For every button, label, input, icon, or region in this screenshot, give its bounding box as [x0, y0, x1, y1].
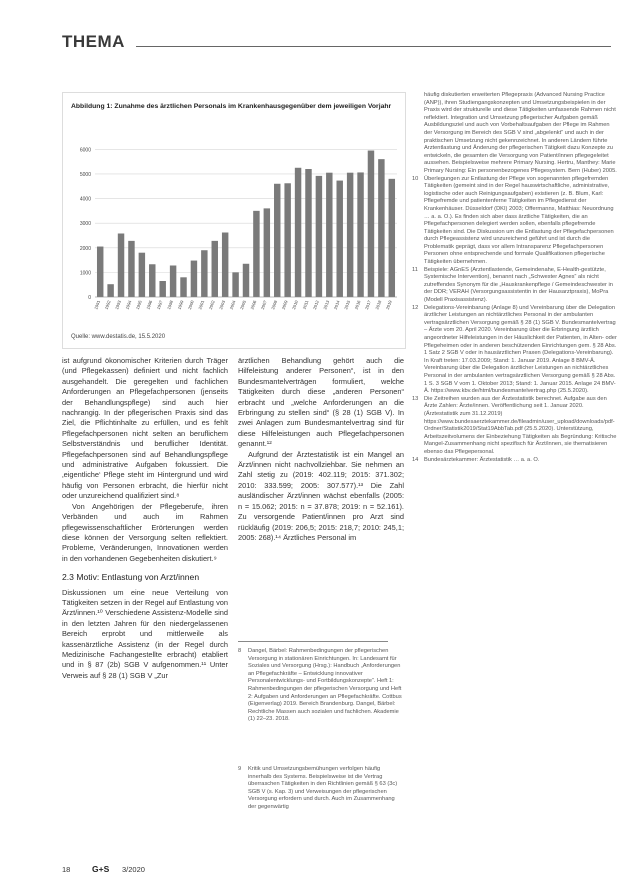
x-tick-label: 1998 — [166, 299, 175, 311]
paragraph: Diskussionen um eine neue Verteilung von Tätigkeiten setzen in der Regel auf Entlastung von Ärzt/innen.¹⁰ Verschiedene Assistenz-Modelle sind in den letzten Jahren für den niedergelassenen Bereich erprobt und mittlerweile als kassenärztliche Assistenz (in der Regel durch Medizinische Fachangestellte erbracht) etabliert und in § 87 (2b) SGB V aufgenommen.¹¹ Unter Verweis auf § 28 (1) SGB V „Zur — [62, 587, 228, 680]
journal-logo: G+S — [92, 864, 110, 874]
y-tick-label: 1000 — [79, 270, 91, 277]
figure-inner — [65, 95, 403, 346]
x-tick-label: 1993 — [114, 299, 122, 311]
x-tick-label: 2013 — [322, 299, 331, 311]
bar-1996 — [149, 264, 155, 297]
footnote-8 — [238, 648, 404, 724]
x-tick-label: 1997 — [155, 299, 164, 311]
footnote-text: Kritik und Umsetzungsbemühungen verfolgen häufig innerhalb des Systems. Beispielsweise ist die Vertrag überraschen Tätigkeiten in den Richtlinien gemäß § 63 (3c) SGB V (s. Kap. 3) und Verweisungen der pflegerischen Versorgung erfordern und durch. Auch im Zusammenhang der gegenwärtig — [248, 766, 398, 810]
footnote-text: Delegations-Vereinbarung (Anlage 8) und Vereinbarung über die Delegation ärztlicher Leistungen an nichtärztliches Personal in der ambulanten vertragsärztlichen Versorgung gemäß § 28 (1) SGB V. Bundesmantelvertrag – Ärzte vom 20. April 2020. Vereinbarung über die Erbringung ärztlich angeordneter Hilfeleistungen in der Häuslichkeit der Patienten, in Alten- oder Pflegeheimen oder in anderen beschützenden Einrichtungen gem. § 28 Abs. 1 Satz 2 SGB V oder in hausärztlichen Praxen (Delegations-Vereinbarung). In Kraft treten: 17.03.2009; Stand: 1. Januar 2019. Anlage 8 BMV-Ä. Vereinbarung über die Delegation ärztlicher Leistungen an nichtärztliches Personal in der ambulanten vertragsärztlichen Versorgung gemäß § 28 Abs. 1 S. 3 SGB V vom 1. Oktober 2013; Stand: 1. Januar 2015. Anlage 24 BMV-Ä. https://www.kbv.de/html/bundesmantelvertrag.php (25.5.2020). — [424, 304, 617, 395]
bar-2002 — [212, 241, 218, 297]
footnote-13 — [412, 396, 618, 457]
bar-2003 — [222, 233, 228, 297]
footnote-text: Dangel, Bärbel: Rahmenbedingungen der pflegerischen Versorgung in stationären Einrichtungen. In: Landesamt für Soziales und Versorgung (Hrsg.): Handbuch „Anforderungen an Pflegefachkräfte – Entwicklung innovativer Personalentwicklungs- und Fortbildungskonzepte“. Heft 1: Rahmenbedingungen der pflegerischen Versorgung und Heft 2: Aufgaben und Anforderungen an Pflegefachkräfte. Cottbus (Eigenverlag) 2019. Bereich Brandenburg. Dangel, Bärbel: Rechtliche Massen auch sozialen und fachlichen. Akademie (1) 22–23. 2018. — [248, 648, 402, 723]
text-column-left — [62, 356, 228, 681]
bar-2015 — [347, 173, 353, 297]
footnote-number: 13 — [412, 395, 419, 402]
x-tick-label: 1994 — [124, 299, 133, 311]
footnote-9 — [238, 766, 404, 812]
bar-2013 — [326, 173, 332, 297]
x-tick-label: 2004 — [228, 299, 237, 311]
bar-2004 — [232, 272, 238, 297]
x-tick-label: 1999 — [176, 299, 185, 311]
footnote-14 — [412, 457, 618, 465]
footnote-text: Überlegungen zur Entlastung der Pflege von sogenannten pflegefremden Tätigkeiten (gemeint sind in der Regel hauswirtschaftliche, administrative, logistische oder auch Reinigungsaufgaben) existieren (z. B. Blum, Karl: Pflegefremde und patientenferne Tätigkeiten im Pflegedienst der Krankenhäuser. Düsseldorf (DKI) 2003; Offermanns, Matthias: Neuordnung … a. a. O.). Es finden sich aber dass ärztliche Tätigkeiten, die an Pflegefachpersonen delegiert werden sollen, ebenfalls pflegefremde Tätigkeiten sind. Die Diskussion um die Entlastung der Pflegefachpersonen durch Pflegeassistenz wird unzureichend geführt und ist durch die Problematik geprägt, dass vor allem Intransparenz Pflegefachpersonen Personen ohne entsprechende und formale Qualifikationen pflegerische Tätigkeiten übernehmen. — [424, 175, 614, 266]
bar-2017 — [368, 151, 374, 297]
footnote-column-right — [412, 92, 618, 464]
footnote-text: häufig diskutierten erweiterten Pflegepraxis (Advanced Nursing Practice (ANP)), ihren Studiengangskonzepten und Umsetzungsbeispielen in der Praxis wird der strukturelle und diese Tätigkeiten umfassende Rahmen nicht reflektiert. Integration und Umsetzung pflegerischer Aufgaben gemäß Ausbildungsziel und auch von Vorbehaltsaufgaben der Pflege im Rahmen der Versorgung im Bereich des SGB V sind „abgelenkt“ und auch in der praktischen Umsetzung nicht gekennzeichnet. In anderen Ländern führte Arztentlastung und Änderung der pflegerischen Tätigkeit dazu Konzepte zu entwickeln, die gesamten die Versorgung von Patient/innen pflegegeleitet aussehen. Beispielsweise mehrere Primary Nursing. Hertru, Manthey: Marie Primary Nursing: Ein personenbezogenes Pflegesystem. Bern (Huber) 2005. — [424, 92, 617, 174]
bar-1994 — [128, 241, 134, 297]
y-tick-label: 0 — [88, 295, 91, 301]
bar-2008 — [274, 184, 280, 297]
x-tick-label: 1995 — [134, 299, 143, 311]
paragraph: Von Angehörigen der Pflegeberufe, ihren Verbänden und auch im Rahmen pflegewissenschaftlicher Erörterungen werden diese können der Versorgung selten reflektiert. Probleme, Veränderungen, Innovationen werden in den vorhandenen Gegebenheiten diskutiert.⁹ — [62, 501, 228, 563]
bar-2011 — [305, 169, 311, 297]
footnote-text: Die Zeitreihen wurden aus der Ärztestatistik berechnet. Aufgabe aus den Ärzte Zahlen: Ärzte/innen. Veröffentlichung seit 1. Januar 2020. (Ärztestatistik zum 31.12.2019) https://www.bundesaerztekammer.de/fileadmin/user_upload/downloads/pdf-Ordner/Statistik2019/Stat19AbbTab.pdf (25.5.2020). Unterstützung, Arbeitszeitvolumens der Einbeziehung Tätigkeiten als Begründung: Kritische Mangel-Zusammenhang nicht spezifisch für Ärzt/innen, sie thematisieren ebenso das Pflegepersonal. — [424, 395, 617, 455]
bar-1992 — [107, 284, 113, 297]
x-tick-label: 2002 — [207, 299, 216, 311]
header-rule — [136, 46, 611, 47]
bar-1998 — [170, 265, 176, 297]
x-tick-label: 2001 — [197, 299, 206, 311]
x-tick-label: 2011 — [301, 299, 310, 310]
bar-2009 — [284, 183, 290, 297]
footnote-number: 8 — [238, 648, 242, 654]
x-tick-label: 2006 — [249, 299, 258, 311]
footnote-12 — [412, 305, 618, 396]
bar-1995 — [139, 253, 145, 297]
x-tick-label: 2014 — [332, 299, 341, 311]
bar-2007 — [264, 208, 270, 297]
figure-source: Quelle: www.destatis.de, 15.5.2020 — [71, 334, 166, 340]
x-tick-label: 1996 — [145, 299, 154, 311]
y-tick-label: 4000 — [79, 196, 91, 203]
x-tick-label: 2015 — [343, 299, 352, 311]
bar-2001 — [201, 250, 207, 297]
footnote-continued — [412, 92, 618, 176]
x-tick-label: 1991 — [93, 299, 102, 311]
bar-chart — [65, 95, 405, 348]
bar-2005 — [243, 264, 249, 297]
footnote-number: 11 — [412, 266, 418, 273]
page-number: 18 — [62, 865, 71, 874]
page-section-title: THEMA — [62, 32, 125, 51]
footnote-text: Bundesärztekammer: Ärztestatistik … a. a. O. — [424, 456, 540, 463]
footnote-11 — [412, 267, 618, 305]
y-tick-label: 5000 — [79, 171, 91, 178]
issue-number: 3/2020 — [122, 865, 145, 874]
footnote-text: Beispiele: AGnES (Arztentlastende, Gemeindenahe, E-Health-gestützte, Systemische Intervention), benannt nach „Schwester Agnes“ als nicht zutreffendes Synonym für die „Hauskrankenpflege / Gemeindeschwester in der DDR; VERAH (Versorgungsassistentin in der Hausarztpraxis), MoPra (Modell Praxisassistenz). — [424, 266, 613, 304]
footnote-number: 12 — [412, 304, 419, 311]
section-heading: 2.3 Motiv: Entlastung von Arzt/innen — [62, 572, 200, 583]
footnote-10 — [412, 176, 618, 267]
y-tick-label: 6000 — [79, 147, 91, 154]
x-tick-label: 2018 — [374, 299, 383, 311]
x-tick-label: 2019 — [384, 299, 393, 311]
x-tick-label: 2012 — [311, 299, 320, 311]
x-tick-label: 2008 — [270, 299, 279, 311]
bar-1991 — [97, 247, 103, 297]
bar-2018 — [378, 159, 384, 297]
x-tick-label: 2000 — [186, 299, 195, 311]
footnote-number: 10 — [412, 175, 419, 182]
bar-1997 — [159, 281, 165, 297]
y-tick-label: 2000 — [79, 245, 91, 252]
bar-2010 — [295, 168, 301, 297]
x-tick-label: 1992 — [103, 299, 112, 311]
x-tick-label: 2003 — [218, 299, 227, 311]
figure-box — [62, 92, 406, 349]
bar-1999 — [180, 277, 186, 297]
paragraph: ärztlichen Behandlung gehört auch die Hilfeleistung anderer Personen“, ist in den Bundesmantelverträgen formuliert, welche Tätigkeiten durch diese „anderen Personen“ erbracht und „welche Anforderungen an die Erbringung zu stellen sind“ (§ 28 (1) SGB V). In zwei Anlagen zum Bundesmantelvertrag sind für diese Hilfeleistungen auch Pflegefachpersonen genannt.¹² — [238, 356, 404, 449]
x-tick-label: 2017 — [364, 299, 372, 311]
bar-2006 — [253, 211, 259, 297]
paragraph: Aufgrund der Ärztestatistik ist ein Mangel an Ärzt/innen nicht nachvollziehbar. Sie nehmen an Zahl stetig zu (2019: 402.119; 2015: 371.302; 2010: 333.599; 2005: 307.577).¹³ Die Zahl ausländischer Ärzt/innen wächst ebenfalls (2005: n = 15.062; 2015: n = 37.878; 2019: n = 52.161). Zu versorgende Patient/innen pro Arzt sind rückläufig (2019: 206,5; 2015: 218,7; 2010: 245,1; 2005: 268).¹⁴ Ärztliches Personal im — [238, 449, 404, 542]
bar-2000 — [191, 261, 197, 297]
bar-2014 — [336, 181, 342, 297]
bar-2016 — [357, 172, 363, 297]
footnote-rule — [238, 641, 388, 642]
text-column-middle — [238, 356, 404, 543]
footnote-number: 9 — [238, 766, 242, 772]
x-tick-label: 2005 — [239, 299, 247, 311]
x-tick-label: 2007 — [259, 299, 268, 311]
x-tick-label: 2009 — [280, 299, 289, 311]
bar-2019 — [389, 179, 395, 297]
figure-caption: Abbildung 1: Zunahme des ärztlichen Personals im Krankenhausgegenüber dem jeweiligen Vorjahr — [71, 103, 392, 110]
x-tick-label: 2016 — [353, 299, 362, 311]
x-tick-label: 2010 — [291, 299, 300, 311]
y-tick-label: 3000 — [79, 221, 91, 228]
paragraph: ist aufgrund ökonomischer Kriterien durch Träger (und Pflegekassen) definiert und nicht fachlich ausgehandelt. Die geregelten und fachlichen Anforderungen an Pflegefachpersonen (jenseits der Behandlungspflege) sind auch hier nachrangig. In der pflegerischen Praxis sind das Ziel, die Pflichtinhalte zu erfüllen, und es fehlt Pflegefachpersonen nicht selten an beruflichem Selbstverständnis und beruflicher Identität. Pflegefachpersonen sind auf Behandlungspflege und administrative Aufgaben fokussiert. Die ‚eigentliche‘ Pflege steht im Hintergrund und wird häufig von Personen erbracht, die hierfür nicht oder unzureichend qualifiziert sind.⁸ — [62, 356, 228, 501]
footnote-number: 14 — [412, 456, 419, 463]
bar-1993 — [118, 233, 124, 297]
bar-2012 — [316, 176, 322, 297]
